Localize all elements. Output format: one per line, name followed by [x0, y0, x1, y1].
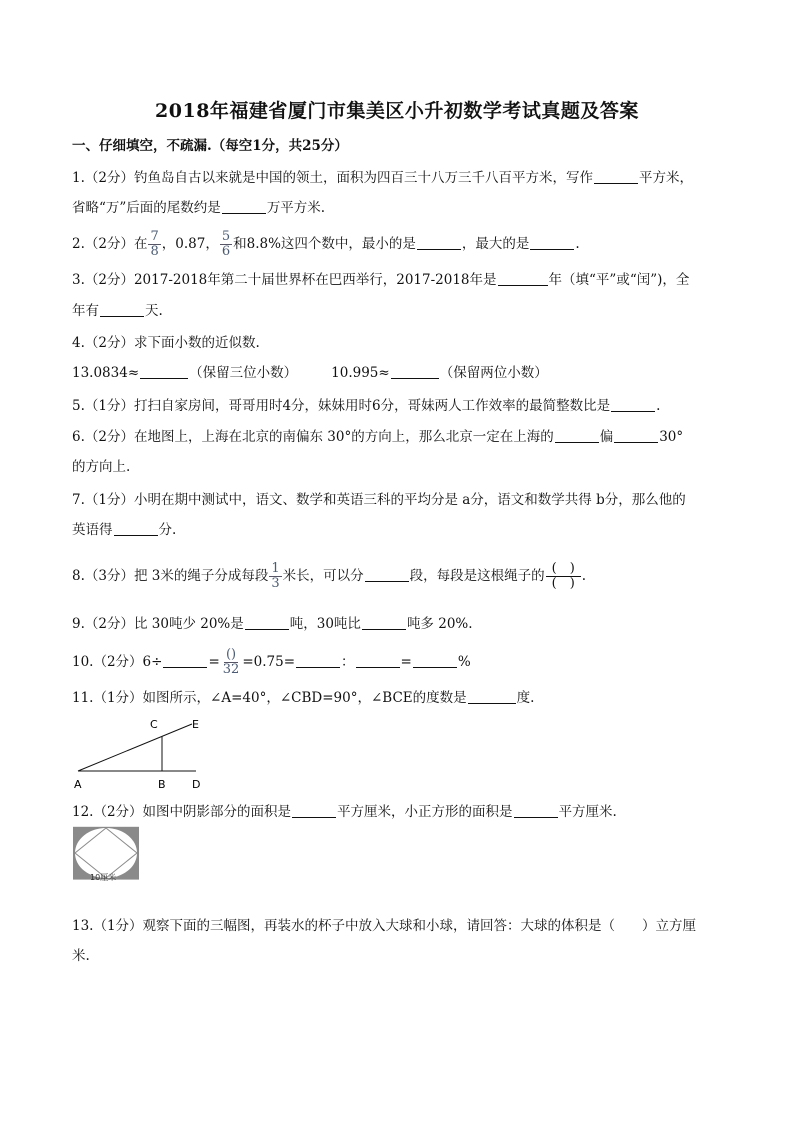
answer-blank[interactable] [292, 803, 336, 818]
question-1-line-2: 省略“万”后面的尾数约是 万平方米. [72, 200, 326, 216]
answer-blank[interactable] [245, 615, 289, 630]
label-e: E [192, 718, 199, 731]
fraction-1-3: $\frac{1}{3}$ [271, 561, 280, 591]
answer-blank[interactable] [498, 271, 548, 286]
section-heading: 一、仔细填空，不疏漏.（每空1分，共25分） [72, 138, 348, 154]
fraction-blank-32[interactable]: $\frac{()}{32}$ [222, 647, 240, 677]
label-d: D [192, 778, 201, 791]
answer-blank[interactable] [514, 803, 558, 818]
question-8: 8.（3分）把 3米的绳子分成每段 $\frac{1}{3}$ 米长，可以分 段，每段是这根绳子的 $\frac{( )}{( )}$ . [72, 561, 587, 591]
answer-blank[interactable] [222, 199, 266, 214]
question-3-line-2: 年有 天. [72, 303, 163, 319]
fraction-7-8: $\frac{7}{8}$ [150, 229, 159, 259]
answer-blank[interactable] [417, 235, 461, 250]
page-title: 2018年福建省厦门市集美区小升初数学考试真题及答案 [155, 100, 639, 122]
question-11: 11.（1分）如图所示，∠A=40°，∠CBD=90°，∠BCE的度数是 度. [72, 690, 535, 706]
fraction-5-6: $\frac{5}{6}$ [221, 229, 231, 259]
question-6-line-1: 6.（2分）在地图上，上海在北京的南偏东 30°的方向上，那么北京一定在上海的 偏 30° [72, 429, 684, 445]
question-9: 9.（2分）比 30吨少 20%是 吨，30吨比 吨多 20%. [72, 616, 473, 632]
answer-blank[interactable] [413, 653, 457, 668]
answer-blank[interactable] [114, 521, 158, 536]
answer-blank[interactable] [163, 653, 207, 668]
answer-blank[interactable] [391, 364, 439, 379]
answer-blank[interactable] [296, 653, 340, 668]
question-13-line-2: 米. [72, 948, 90, 964]
circle [75, 828, 137, 878]
question-1-line-1: 1.（2分）钓鱼岛自古以来就是中国的领土，面积为四百三十八万三千八百平方米，写作 平方米， [72, 170, 693, 186]
question-6-line-2: 的方向上. [72, 459, 131, 475]
question-10: 10.（2分）6÷ = $\frac{()}{32}$ =0.75= ： = % [72, 647, 471, 677]
question-7-line-2: 英语得 分. [72, 522, 177, 538]
answer-blank[interactable] [594, 169, 638, 184]
question-2: 2.（2分）在 $\frac{7}{8}$ ，0.87， $\frac{5}{6}$ 和8.8%这四个数中，最小的是 ，最大的是 . [72, 229, 580, 259]
question-4-items: 13.0834≈ （保留三位小数） 10.995≈ （保留两位小数） [72, 365, 548, 381]
line-ae [78, 724, 192, 771]
answer-blank[interactable] [611, 397, 655, 412]
question-3-line-1: 3.（2分）2017-2018年第二十届世界杯在巴西举行，2017-2018年是 年（填“平”或“闰”)，全 [72, 272, 690, 288]
question-13-line-1: 13.（1分）观察下面的三幅图，再装水的杯子中放入大球和小球，请回答：大球的体积是（ ）立方厘 [72, 918, 697, 934]
answer-blank[interactable] [468, 689, 516, 704]
label-a: A [74, 778, 82, 791]
label-b: B [158, 778, 166, 791]
question-5: 5.（1分）打扫自家房间，哥哥用时4分，妹妹用时6分，哥妹两人工作效率的最简整数比是 . [72, 398, 661, 414]
answer-blank[interactable] [365, 567, 409, 582]
figure-label: 10厘米 [90, 873, 117, 882]
label-c: C [150, 718, 158, 731]
question-4: 4.（2分）求下面小数的近似数. [72, 335, 260, 351]
answer-blank[interactable] [362, 615, 406, 630]
answer-blank[interactable] [614, 428, 658, 443]
question-12: 12.（2分）如图中阴影部分的面积是 平方厘米，小正方形的面积是 平方厘米. [72, 804, 617, 820]
answer-blank[interactable] [530, 235, 574, 250]
answer-blank[interactable] [356, 653, 400, 668]
angle-figure [66, 712, 216, 794]
answer-blank[interactable] [140, 364, 188, 379]
fraction-blank[interactable]: $\frac{( )}{( )}$ [546, 562, 581, 591]
answer-blank[interactable] [100, 302, 144, 317]
question-7-line-1: 7.（1分）小明在期中测试中，语文、数学和英语三科的平均分是 a分，语文和数学共得 b分，那么他的 [72, 492, 686, 508]
answer-blank[interactable] [555, 428, 599, 443]
